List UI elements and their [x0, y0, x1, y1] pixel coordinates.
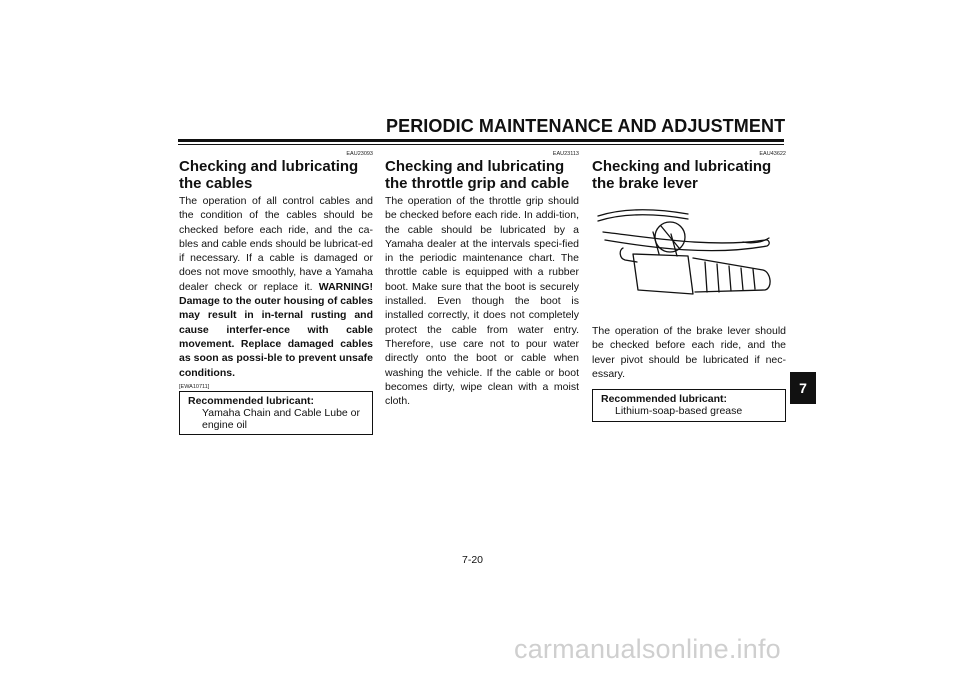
header-rule-thin [178, 144, 784, 145]
lubricant-value: Yamaha Chain and Cable Lube or engine oil [202, 407, 360, 431]
warning-code: [EWA10711] [179, 383, 210, 390]
brake-lever-body: The operation of the brake lever should be checked before each ride, and the lever pivot should be lubricated if nec-essary. [592, 325, 786, 380]
section-title: Checking and lubricating the throttle grip and cable [385, 158, 570, 192]
section-throttle [385, 150, 579, 408]
section-code: EAU23113 [552, 151, 579, 157]
body-text: The operation of all control cables and the condition of the cables should be checked before each ride, and the ca-bles and cable ends should be lubricat-ed if necessary. If a cable is damaged or does not move smoothly, have a Yamaha dealer check or replace it. [179, 195, 373, 293]
lubricant-value: Lithium-soap-based grease [615, 405, 743, 417]
header-rule-thick [178, 139, 784, 142]
warning-text: WARNING! Damage to the outer housing of cables may result in in-ternal rusting and cause interfer-ence with cable movement. Replace damaged cables as soon as possi-ble to prevent unsafe conditions. [179, 280, 374, 379]
page-number: 7-20 [462, 554, 484, 566]
section-title: Checking and lubricating the cables [179, 158, 359, 192]
brake-lever-diagram [593, 204, 783, 314]
lubricant-label: Recommended lubricant: [188, 395, 315, 407]
lubricant-box-brake-lever [592, 389, 786, 422]
section-cables [179, 150, 373, 392]
chapter-tab: 7 [790, 372, 816, 404]
watermark-text: carmanualsonline.info [514, 634, 781, 664]
lubricant-label: Recommended lubricant: [601, 393, 728, 405]
page-header-title: PERIODIC MAINTENANCE AND ADJUSTMENT [386, 116, 786, 136]
lubricant-box-cables [179, 391, 373, 435]
section-brake-lever [592, 150, 786, 192]
section-title: Checking and lubricating the brake lever [592, 158, 772, 192]
section-code: EAU23093 [346, 151, 373, 157]
section-body [179, 194, 373, 380]
section-code: EAU43622 [759, 151, 786, 157]
section-body: The operation of the throttle grip should be checked before each ride. In addi-tion, the cable should be lubricated by a Yamaha dealer at the intervals speci-fied in the periodic maintenance chart. The throttle cable is equipped with a rubber boot. Make sure that the boot is securely installed. Even though the boot is installed correctly, it does not completely protect the cable from water entry. Therefore, use care not to pour water directly onto the boot or cable when washing the vehicle. If the cable or boot becomes dirty, wipe clean with a moist cloth. [385, 195, 579, 408]
